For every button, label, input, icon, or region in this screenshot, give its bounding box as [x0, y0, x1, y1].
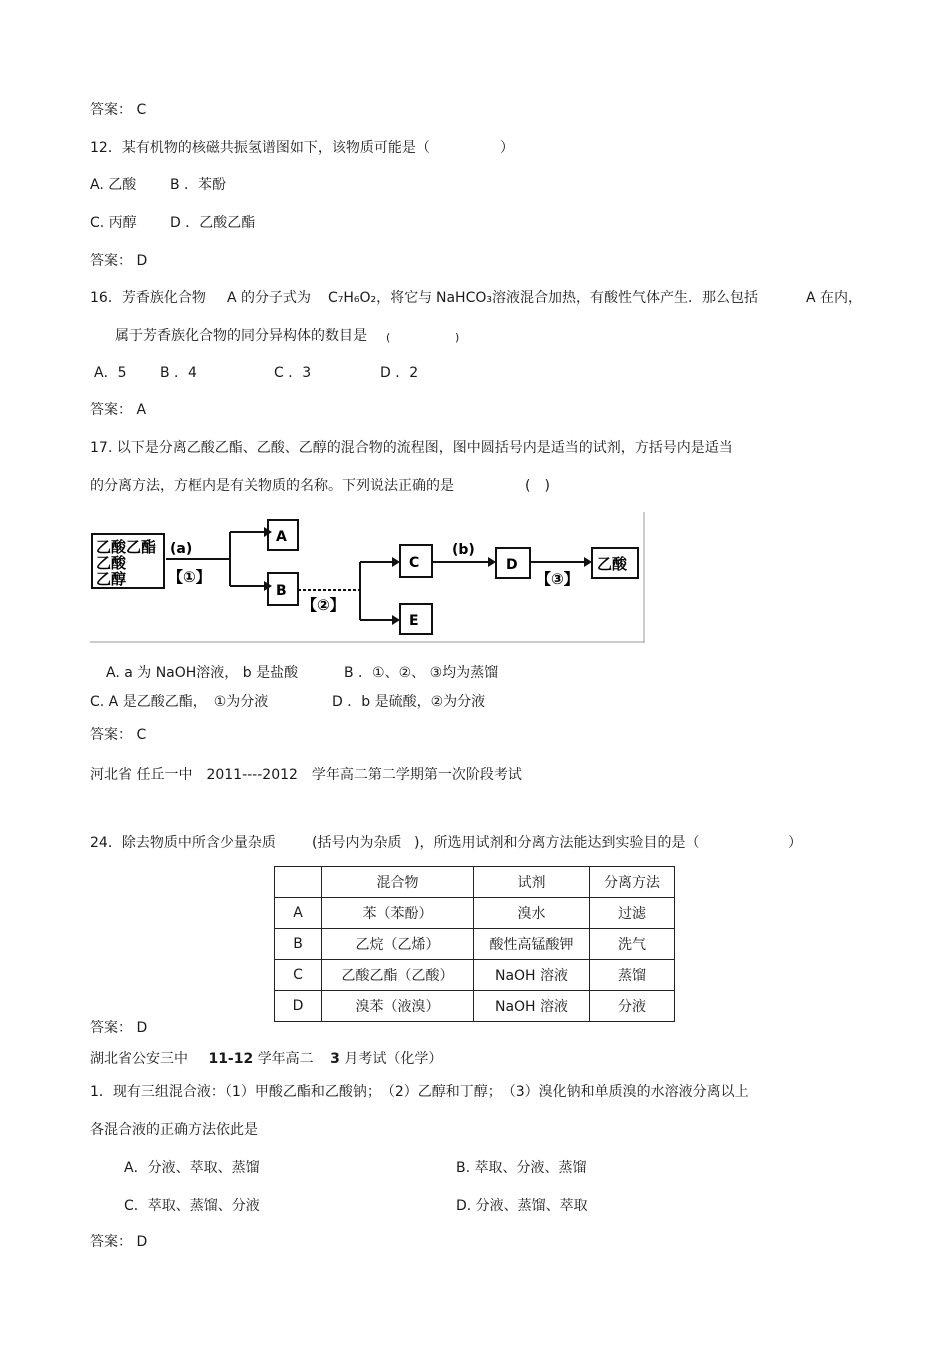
q16-option-c: C ．3 — [274, 365, 312, 381]
answer-17: 答案： C — [90, 727, 147, 743]
table-cell: 过滤 — [590, 898, 675, 929]
box-b-label: B — [276, 583, 287, 599]
question-24-part3: )，所选用试剂和分离方法能达到实验目的是（ — [414, 835, 700, 851]
q12-option-b: B ．苯酚 — [170, 177, 227, 193]
table-header-row — [275, 867, 675, 898]
table-cell: 溴苯（液溴） — [322, 991, 474, 1022]
question-12-paren: ） — [500, 140, 514, 156]
mixture-ethanol: 乙醇 — [96, 570, 127, 588]
mixture-acetic-acid: 乙酸 — [96, 554, 127, 572]
table-cell: 蒸馏 — [590, 960, 675, 991]
question-16-part4: NaHCO₃溶液混合加热，有酸性气体产生．那么包括 — [436, 290, 758, 306]
q1-option-a: A．分液、萃取、蒸馏 — [124, 1160, 260, 1176]
q1-option-d: D. 分液、蒸馏、萃取 — [456, 1198, 588, 1214]
q17-option-d: D ．b 是硫酸，②为分液 — [332, 694, 486, 710]
box-e-label: E — [409, 613, 419, 629]
question-16-line2: 属于芳香族化合物的同分异构体的数目是 — [115, 328, 367, 344]
question-1-line2: 各混合液的正确方法依此是 — [90, 1122, 258, 1138]
table-header-cell: 试剂 — [474, 867, 590, 898]
table-cell: 溴水 — [474, 898, 590, 929]
table-cell: 分液 — [590, 991, 675, 1022]
heading-month: 3 — [330, 1051, 340, 1067]
question-24-paren: ） — [788, 835, 802, 851]
method-2-label: 【②】 — [302, 596, 345, 614]
options-table — [274, 866, 675, 1022]
mixture-ethyl-acetate: 乙酸乙酯 — [96, 538, 157, 556]
table-cell: NaOH 溶液 — [474, 991, 590, 1022]
question-16-part5: A 在内， — [806, 290, 863, 306]
table-cell: C — [275, 960, 322, 991]
table-cell: A — [275, 898, 322, 929]
q12-option-d: D ．乙酸乙酯 — [170, 215, 256, 231]
q16-option-a: A．5 — [94, 365, 127, 381]
q12-option-c: C. 丙醇 — [90, 215, 137, 231]
question-1-line1: 1．现有三组混合液：（1）甲酸乙酯和乙酸钠； （2）乙醇和丁醇； （3）溴化钠和单质溴的水溶液分离以上 — [90, 1084, 749, 1100]
question-17-line2: 的分离方法，方框内是有关物质的名称。下列说法正确的是 — [90, 478, 454, 494]
separation-flowchart — [90, 512, 646, 644]
heading-exam: 月考试（化学） — [344, 1051, 443, 1067]
table-cell: 酸性高锰酸钾 — [474, 929, 590, 960]
q16-option-d: D ．2 — [380, 365, 419, 381]
table-cell: 乙酸乙酯（乙酸） — [322, 960, 474, 991]
answer-12: 答案： D — [90, 253, 148, 269]
heading-school: 湖北省公安三中 — [90, 1051, 188, 1067]
table-header-cell: 混合物 — [322, 867, 474, 898]
question-24-part2: (括号内为杂质 — [312, 835, 402, 851]
question-24-part1: 24．除去物质中所含少量杂质 — [90, 835, 276, 851]
reagent-b-label: (b) — [452, 542, 475, 558]
table-row — [275, 929, 675, 960]
question-16-paren-close: ) — [455, 331, 460, 344]
heading-grade: 学年高二 — [257, 1051, 314, 1067]
box-d-label: D — [506, 557, 518, 573]
table-cell: 乙烷（乙烯） — [322, 929, 474, 960]
question-16-part2: A 的分子式为 — [227, 290, 312, 306]
q16-option-b: B ．4 — [160, 365, 197, 381]
table-cell: NaOH 溶液 — [474, 960, 590, 991]
q1-option-b: B. 萃取、分液、蒸馏 — [456, 1160, 587, 1176]
table-cell: B — [275, 929, 322, 960]
question-12: 12．某有机物的核磁共振氢谱图如下，该物质可能是（ — [90, 140, 430, 156]
box-a-label: A — [276, 529, 287, 545]
question-17-paren: ( ) — [525, 478, 550, 494]
table-header-cell: 分离方法 — [590, 867, 675, 898]
method-3-label: 【③】 — [536, 570, 579, 588]
table-cell: D — [275, 991, 322, 1022]
table-cell: 苯（苯酚） — [322, 898, 474, 929]
question-16-part1: 16．芳香族化合物 — [90, 290, 206, 306]
section-heading-hebei: 河北省 任丘一中 2011----2012 学年高二第二学期第一次阶段考试 — [90, 767, 522, 783]
table-header-cell — [275, 867, 322, 898]
table-cell: 洗气 — [590, 929, 675, 960]
table-row — [275, 898, 675, 929]
answer-24: 答案： D — [90, 1020, 148, 1036]
product-label: 乙酸 — [597, 555, 628, 573]
answer-line: 答案： C — [90, 102, 147, 118]
section-heading-hubei — [90, 1050, 442, 1068]
q17-option-a: A. a 为 NaOH溶液， b 是盐酸 — [106, 665, 299, 681]
table-row — [275, 991, 675, 1022]
heading-years: 11-12 — [208, 1051, 254, 1067]
reagent-a-label: (a) — [170, 541, 193, 557]
q17-option-b: B ．①、②、 ③均为蒸馏 — [344, 665, 499, 681]
box-c-label: C — [409, 555, 420, 571]
method-1-label: 【①】 — [168, 568, 211, 586]
question-16-part3: C₇H₆O₂，将它与 — [328, 290, 433, 306]
answer-16: 答案： A — [90, 402, 147, 418]
question-16-paren-open: ( — [386, 331, 391, 344]
table-row — [275, 960, 675, 991]
q17-option-c: C. A 是乙酸乙酯， ①为分液 — [90, 694, 269, 710]
question-17-line1: 17. 以下是分离乙酸乙酯、乙酸、乙醇的混合物的流程图，图中圆括号内是适当的试剂，方括号内是适当 — [90, 440, 733, 456]
answer-1: 答案： D — [90, 1234, 148, 1250]
q1-option-c: C．萃取、蒸馏、分液 — [124, 1198, 260, 1214]
q12-option-a: A. 乙酸 — [90, 177, 137, 193]
